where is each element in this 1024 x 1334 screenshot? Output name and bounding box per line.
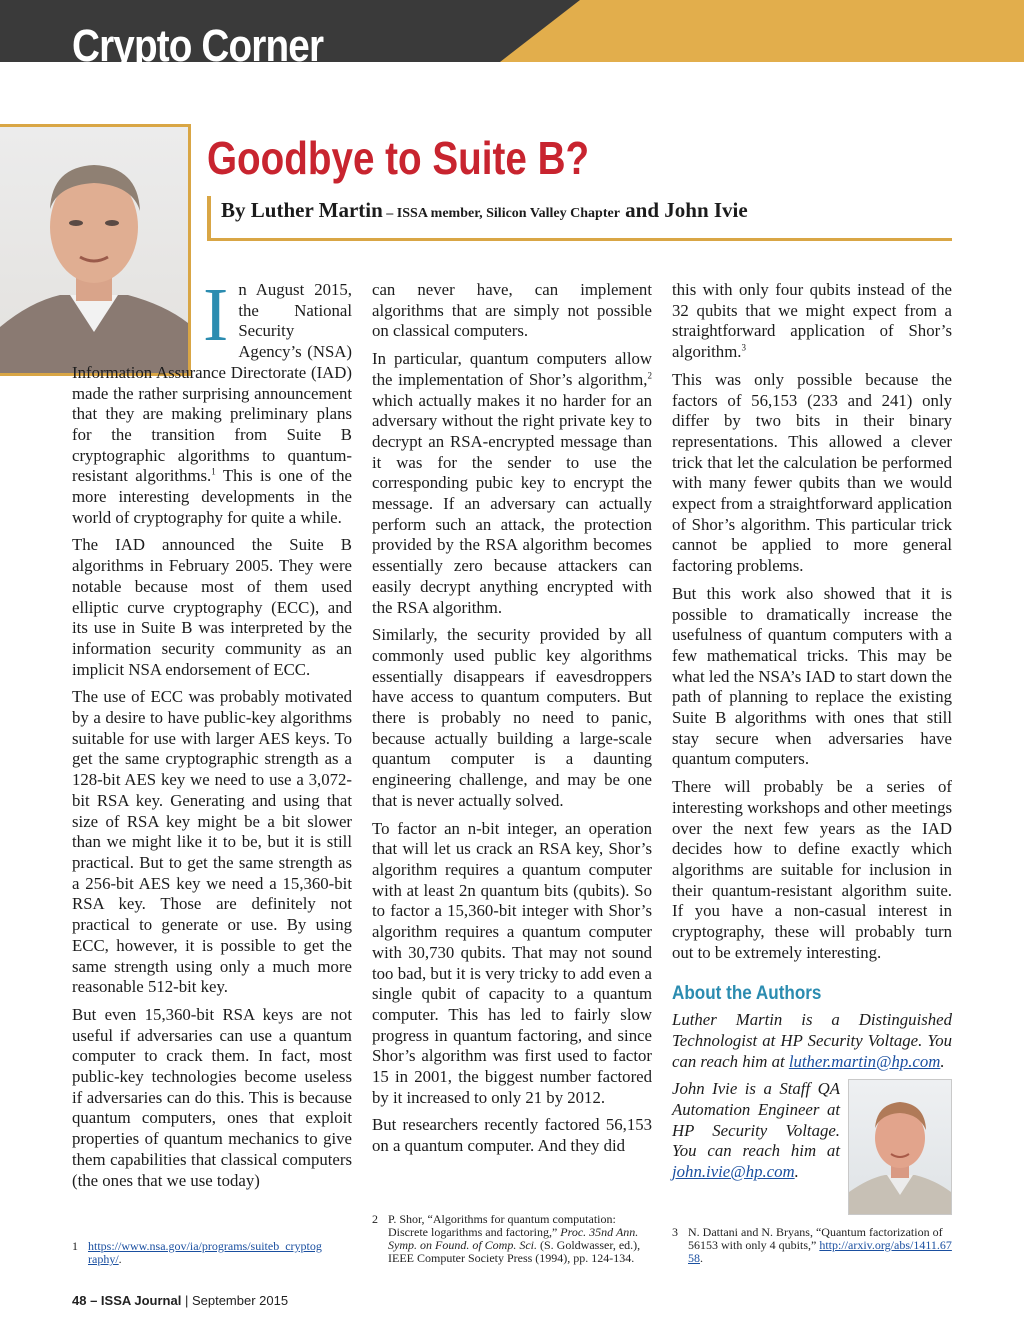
byline-author2: John Ivie xyxy=(664,198,748,222)
byline xyxy=(221,198,748,223)
page-footer xyxy=(72,1293,288,1308)
about-authors-heading: About the Authors xyxy=(672,982,822,1004)
portrait-illustration xyxy=(849,1080,951,1214)
email-link-john[interactable]: john.ivie@hp.com xyxy=(672,1162,795,1182)
article-title: Goodbye to Suite B? xyxy=(207,132,590,184)
paragraph: In August 2015, the National Security Agency’s (NSA) Information Assurance Directorate (IAD) made the rather surprising announcement that they are making preliminary plans for the transition from Suite B cryptographic algorithms to quantum-resistant algorithms.$^1$ This is one of the more interesting developments in the world of cryptography for quite a while. xyxy=(72,273,352,527)
article-column-2 xyxy=(372,280,652,1164)
bio-john-ivie: John Ivie is a Staff QA Automation Engineer at HP Security Voltage. You can reach him at john.ivie@hp.com. xyxy=(672,1079,840,1182)
paragraph: In particular, quantum computers allow the implementation of Shor’s algorithm,$^2$ which actually makes it no harder for an adversary without the right private key to decrypt an RSA-encrypted message than it was for the sender to use the corresponding pubic key to encrypt the message. If an adversary can actually perform such an attack, the protection provided by the RSA algorithm becomes essentially zero because attackers can easily decrypt anything encrypted with the RSA algorithm. xyxy=(372,349,652,617)
footer-date: September 2015 xyxy=(191,1293,289,1308)
paragraph: Similarly, the security provided by all commonly used public key algorithms essentially disappears if eavesdroppers have access to quantum computers. But there is probably no need to panic, because actually building a large-scale quantum computer is a daunting engineering challenge, and may be one that is never actually solved. xyxy=(372,625,652,810)
bio-luther-martin: Luther Martin is a Distinguished Technologist at HP Security Voltage. You can reach him at luther.martin@hp.com. xyxy=(672,1010,952,1071)
footnote-1-link[interactable]: https://www.nsa.gov/ia/programs/suiteb_cryptography/ xyxy=(88,1239,322,1266)
footnote-3: 3 N. Dattani and N. Bryans, “Quantum factorization of 56153 with only 4 qubits,” http://arxiv.org/abs/1411.6758. xyxy=(672,1225,952,1265)
byline-by: By xyxy=(221,198,246,222)
paragraph: But researchers recently factored 56,153 on a quantum computer. And they did xyxy=(372,1115,652,1156)
email-link-luther[interactable]: luther.martin@hp.com xyxy=(788,1051,941,1071)
paragraph: can never have, can implement algorithms that are simply not possible on classical computers. xyxy=(372,280,652,341)
paragraph: But this work also showed that it is possible to dramatically increase the usefulness of quantum computers with a few mathematical tricks. This may be what led the NSA’s IAD to start down the path of planning to replace the existing Suite B algorithms with ones that still stay secure when adversaries have quantum computers. xyxy=(672,583,952,769)
footnote-ref: 1 xyxy=(211,466,216,477)
byline-rule xyxy=(207,238,952,241)
paragraph: This was only possible because the factors of 56,153 (233 and 241) only differ by two bits in their binary representations. This allowed a clever trick that let the calculation be performed with many fewer qubits than we would expect from a straightforward application of Shor’s algorithm. This particular trick cannot be applied to more general factoring problems. xyxy=(672,369,952,576)
byline-and: and xyxy=(619,198,665,222)
section-title: Crypto Corner xyxy=(72,20,324,71)
author-photo-john-ivie xyxy=(848,1079,952,1215)
footer-sep: | xyxy=(181,1293,192,1308)
paragraph: The use of ECC was probably motivated by a desire to have public-key algorithms suitable for use with larger AES keys. To get the same cryptographic strength as a 128-bit AES key we need to use a 3,072-bit RSA key. Generating and using that size of RSA key might be a bit slower than we might like it to be, but it is still practical. But to get the same strength as a 256-bit AES key we need a 15,360-bit RSA key. Those are definitely not practical to generate or use. By using ECC, however, it is possible to get the same strength using only a much more reasonable 512-bit key. xyxy=(72,687,352,997)
footnote-ref: 3 xyxy=(741,342,746,353)
byline-sep: – xyxy=(382,206,397,221)
footnote-ref: 2 xyxy=(647,370,652,381)
article-column-1 xyxy=(72,273,352,1198)
paragraph: The IAD announced the Suite B algorithms in February 2005. They were notable because most of them used elliptic curve cryptography (ECC), and its use in Suite B was interpreted by the information security community as an implicit NSA endorsement of ECC. xyxy=(72,535,352,679)
paragraph: To factor an n-bit integer, an operation that will let us crack an RSA key, Shor’s algorithm requires a quantum computer with at least 2n quantum bits (qubits). So to factor a 15,360-bit integer with Shor’s algorithm requires a quantum computer with 30,730 qubits. That may not sound too bad, but it is very tricky to add even a single qubit of capacity to a quantum computer. This has led to fairly slow progress in quantum factoring, and since Shor’s algorithm was first used to factor 15 in 2001, the biggest number factored by it increased to only 21 by 2012. xyxy=(372,818,652,1107)
byline-affiliation: ISSA member, Silicon Valley Chapter xyxy=(396,206,620,221)
footnote-3-link[interactable]: http://arxiv.org/abs/1411.6758 xyxy=(688,1238,952,1265)
paragraph: But even 15,360-bit RSA keys are not useful if adversaries can use a quantum computer to crack them. In fact, most public-key technologies become useless if adversaries can do this. This is because quantum computers, ones that exploit properties of quantum mechanics to give them capabilities that classical computers (the ones that we use today) xyxy=(72,1004,352,1190)
footnote-2: 2 P. Shor, “Algorithms for quantum computation: Discrete logarithms and factoring,” Proc. 35nd Ann. Symp. on Found. of Comp. Sci. (S. Goldwasser, ed.), IEEE Computer Society Press (1994), pp. 124-134. xyxy=(372,1212,641,1265)
paragraph: this with only four qubits instead of the 32 qubits that we might expect from a straightforward application of Shor’s algorithm.$^3$ xyxy=(672,280,952,362)
footer-page: 48 – ISSA Journal xyxy=(72,1293,182,1308)
article-column-3 xyxy=(672,280,952,1219)
paragraph: There will probably be a series of interesting workshops and other meetings over the next few years as the IAD decides how to define exactly which algorithms are suitable for inclusion in their quantum-resistant algorithm suite. If you have a non-casual interest in cryptography, these will probably turn out to be extremely interesting. xyxy=(672,777,952,962)
header-gold-band xyxy=(500,0,1024,62)
drop-cap: I xyxy=(203,273,229,357)
byline-author1: Luther Martin xyxy=(250,198,383,222)
footnote-1: 1 https://www.nsa.gov/ia/programs/suiteb_cryptography/. xyxy=(72,1239,322,1266)
byline-accent-bar xyxy=(207,196,211,240)
